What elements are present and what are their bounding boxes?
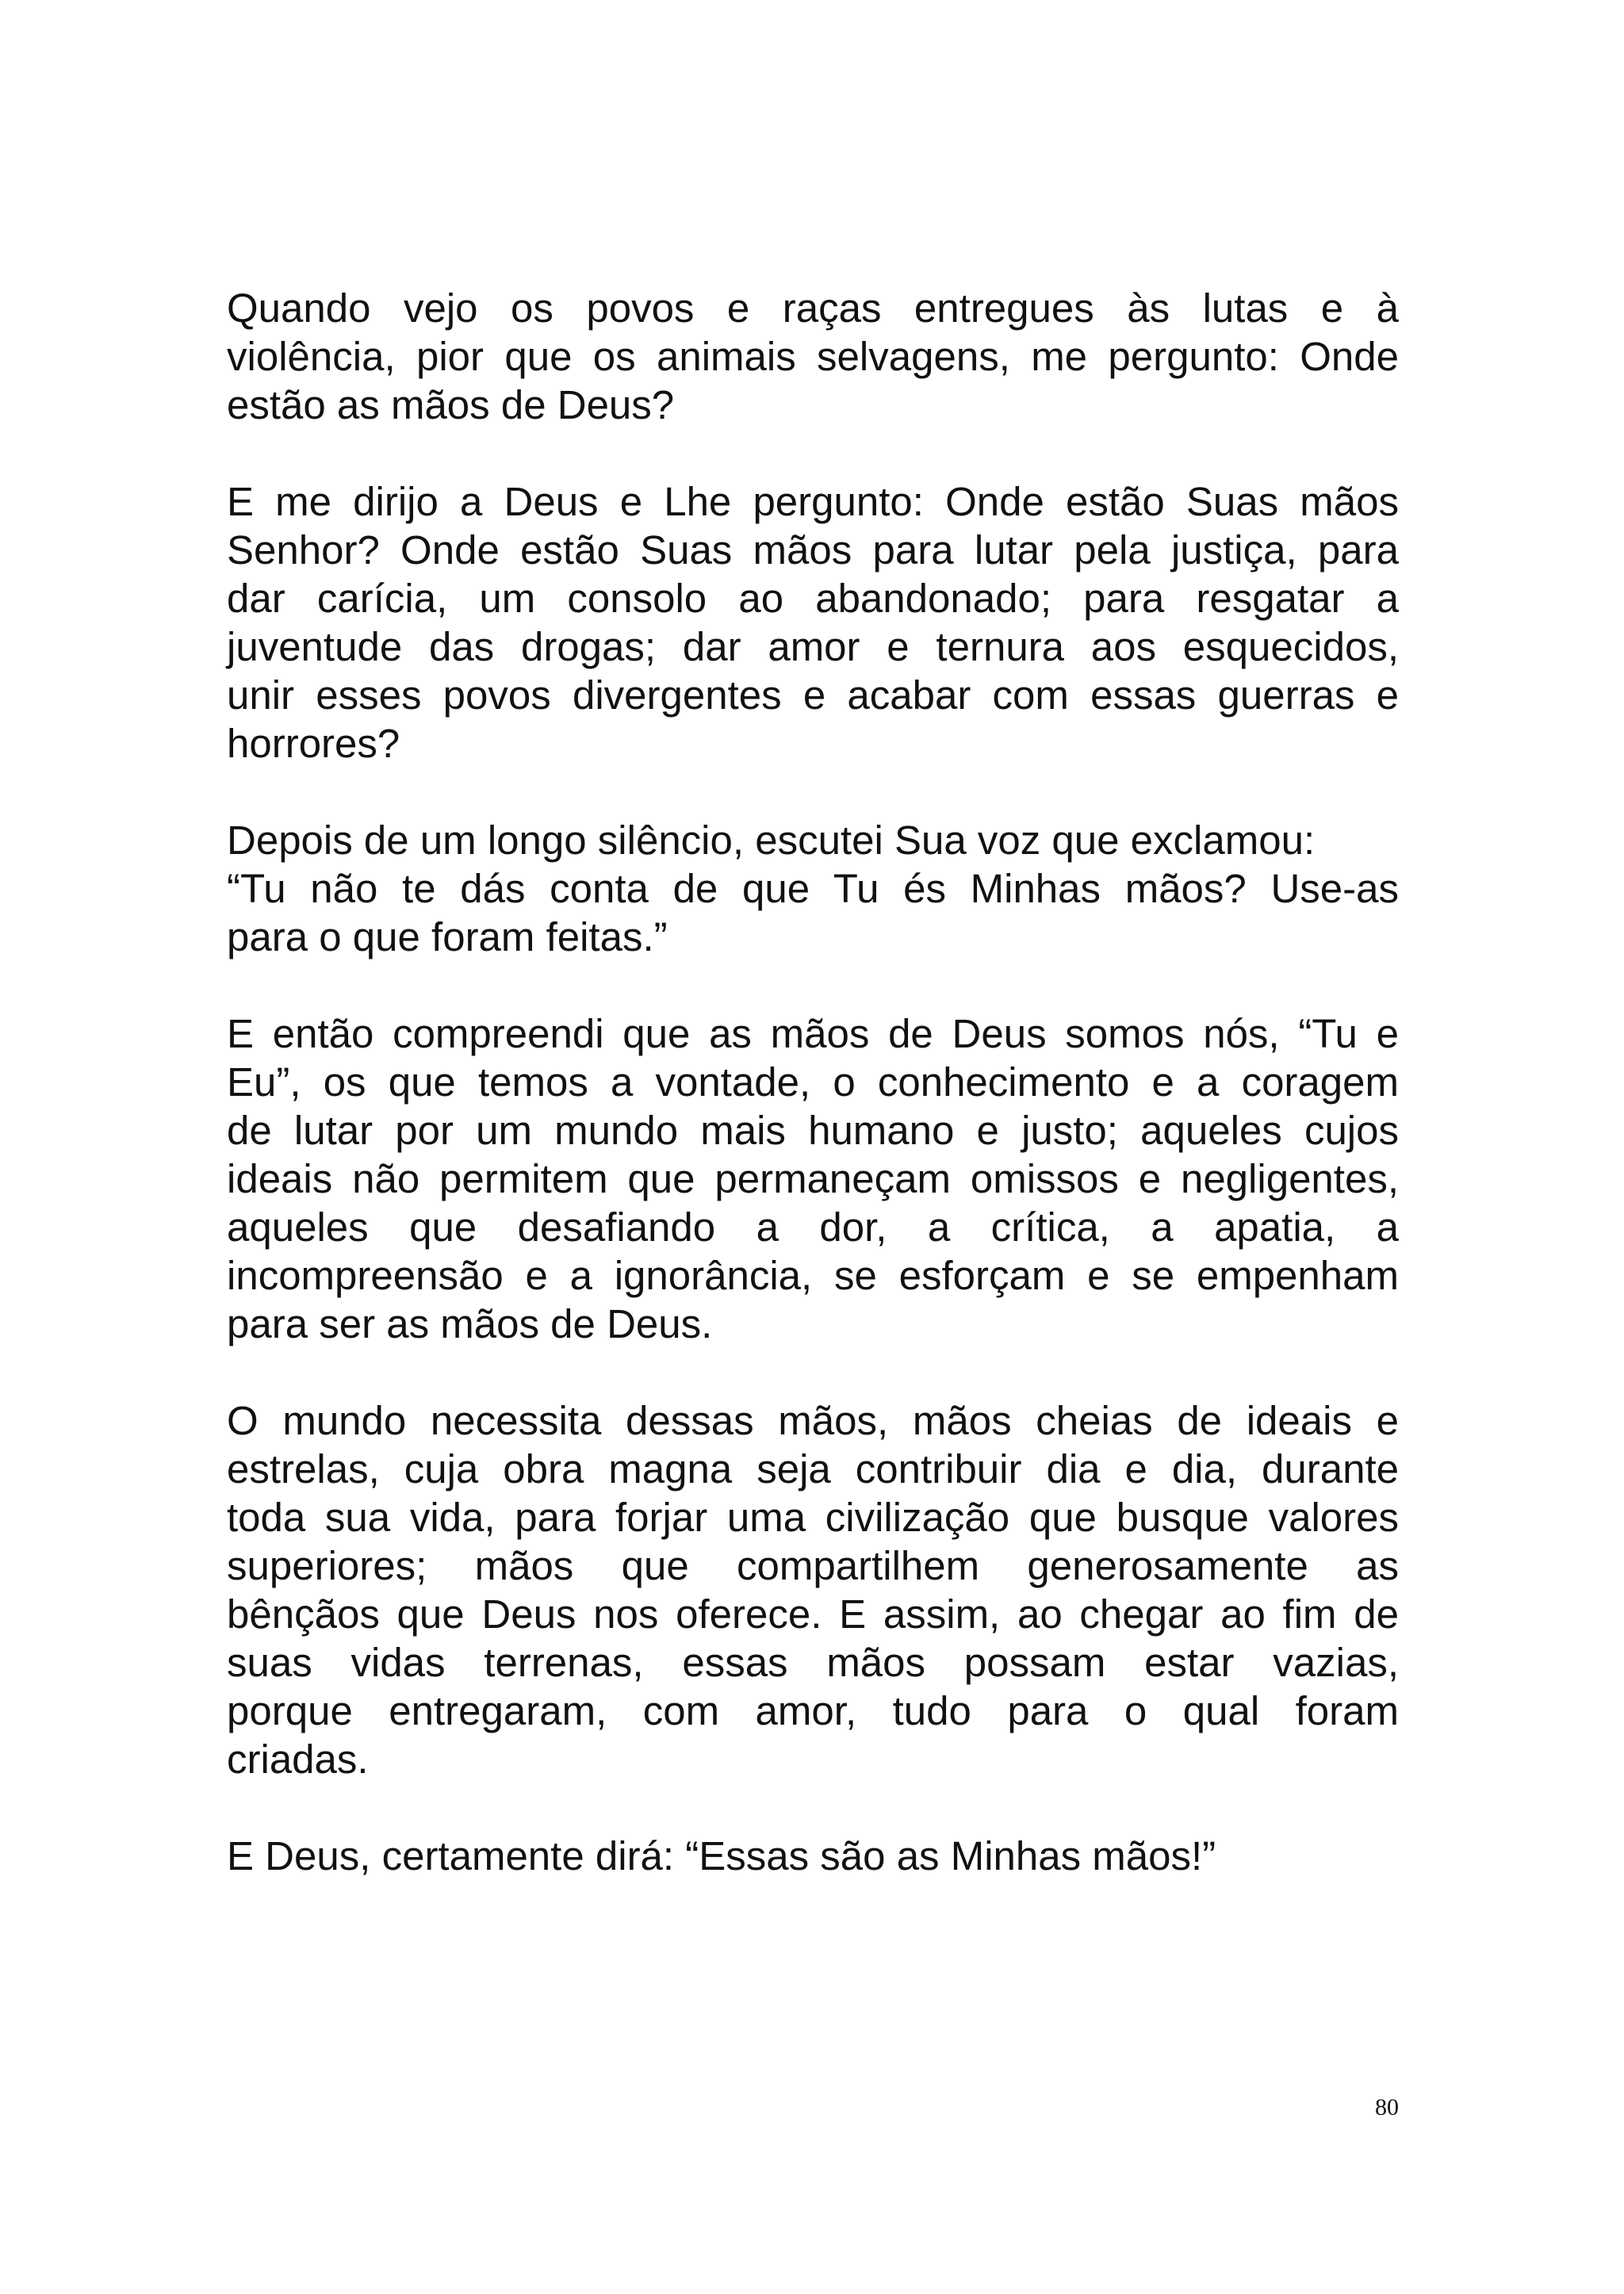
- page-number: 80: [1375, 2094, 1399, 2120]
- text-line: superiores; mãos que compartilhem generosamente as: [227, 1543, 1399, 1588]
- text-line: criadas.: [227, 1737, 369, 1782]
- text-line: ideais não permitem que permaneçam omissos e negligentes,: [227, 1156, 1399, 1201]
- paragraph-3: [227, 816, 1399, 961]
- text-line: para ser as mãos de Deus.: [227, 1301, 713, 1346]
- text-line: Depois de um longo silêncio, escutei Sua voz que exclamou:: [227, 818, 1316, 863]
- text-line: aqueles que desafiando a dor, a crítica, a apatia, a: [227, 1204, 1399, 1250]
- text-line: dar carícia, um consolo ao abandonado; para resgatar a: [227, 576, 1399, 621]
- text-line: horrores?: [227, 721, 400, 766]
- paragraph-6: [227, 1832, 1399, 1880]
- text-line: unir esses povos divergentes e acabar com essas guerras e: [227, 672, 1399, 718]
- text-line: estrelas, cuja obra magna seja contribuir dia e dia, durante: [227, 1446, 1399, 1492]
- text-line: juventude das drogas; dar amor e ternura aos esquecidos,: [227, 624, 1399, 669]
- text-line: suas vidas terrenas, essas mãos possam estar vazias,: [227, 1640, 1399, 1685]
- paragraph-5: [227, 1396, 1399, 1783]
- text-line: incompreensão e a ignorância, se esforçam e se empenham: [227, 1253, 1399, 1298]
- text-line: bênçãos que Deus nos oferece. E assim, ao chegar ao fim de: [227, 1591, 1399, 1637]
- text-line: para o que foram feitas.”: [227, 914, 668, 959]
- text-line: porque entregaram, com amor, tudo para o qual foram: [227, 1688, 1399, 1733]
- paragraph-2: [227, 477, 1399, 768]
- text-line: “Tu não te dás conta de que Tu és Minhas mãos? Use-as: [227, 866, 1399, 911]
- text-line: E Deus, certamente dirá: “Essas são as Minhas mãos!”: [227, 1833, 1216, 1878]
- text-line: E me dirijo a Deus e Lhe pergunto: Onde estão Suas mãos: [227, 479, 1399, 524]
- text-line: Eu”, os que temos a vontade, o conhecimento e a coragem: [227, 1059, 1399, 1105]
- text-line: toda sua vida, para forjar uma civilização que busque valores: [227, 1495, 1399, 1540]
- text-line: de lutar por um mundo mais humano e justo; aqueles cujos: [227, 1108, 1399, 1153]
- text-line: O mundo necessita dessas mãos, mãos cheias de ideais e: [227, 1398, 1399, 1443]
- text-line: Senhor? Onde estão Suas mãos para lutar pela justiça, para: [227, 527, 1399, 573]
- paragraph-4: [227, 1009, 1399, 1348]
- paragraph-1: [227, 284, 1399, 429]
- text-line: estão as mãos de Deus?: [227, 382, 675, 427]
- text-line: Quando vejo os povos e raças entregues às lutas e à: [227, 285, 1399, 331]
- text-line: violência, pior que os animais selvagens, me pergunto: Onde: [227, 334, 1399, 379]
- text-line: E então compreendi que as mãos de Deus somos nós, “Tu e: [227, 1011, 1399, 1056]
- body-text: [227, 284, 1399, 1880]
